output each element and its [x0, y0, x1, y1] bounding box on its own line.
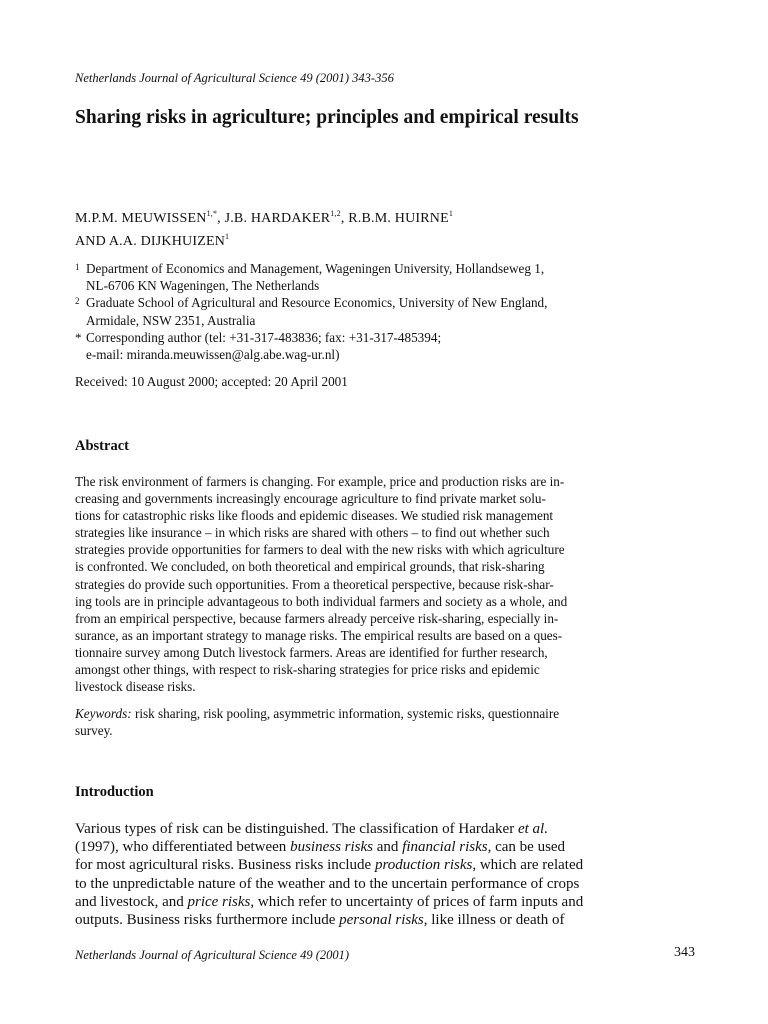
abstract-line: from an empirical perspective, because farmers already perceive risk-sharing, especially in- [75, 610, 559, 626]
running-footer: Netherlands Journal of Agricultural Science 49 (2001) [75, 948, 350, 962]
abstract-line: strategies like insurance – in which risks are shared with others – to find out whether such [75, 525, 550, 541]
abstract-line: ing tools are in principle advantageous to both individual farmers and society as a whole, and [75, 593, 568, 609]
intro-italic: price risks [187, 893, 251, 910]
affiliation-marker: 2 [75, 296, 80, 307]
affiliations [75, 260, 695, 363]
introduction-heading: Introduction [75, 784, 154, 800]
author-conjunction: AND [75, 234, 106, 249]
abstract-line: strategies do provide such opportunities. From a theoretical perspective, because risk-shar- [75, 576, 554, 592]
affiliation-line: Graduate School of Agricultural and Resource Economics, University of New England, [86, 295, 548, 311]
intro-line [75, 893, 695, 911]
intro-italic: personal risks [339, 912, 424, 929]
keywords-line: survey. [75, 723, 113, 739]
author-list [75, 205, 695, 251]
author-line-1: M.P.M. $MEUWISSEN^{1,*}$, J.B. HARDAKER$^{1,2}$, R.B.M. HUIRNE$^1$ [75, 209, 454, 226]
affiliation-line: NL-6706 KN Wageningen, The Netherlands [86, 278, 320, 294]
affiliation-line: Corresponding author (tel: +31-317-483836; fax: +31-317-485394; [86, 329, 442, 345]
page-number: 343 [674, 945, 695, 960]
author-name: M.P.M. MEUWISSEN [75, 211, 207, 226]
intro-line: to the unpredictable nature of the weather and to the uncertain performance of crops [75, 875, 580, 892]
abstract-heading: Abstract [75, 438, 129, 454]
abstract-line: tions for catastrophic risks like floods and epidemic diseases. We studied risk management [75, 508, 554, 524]
affiliation-2 [75, 294, 695, 328]
author-name: R.B.M. HUIRNE [348, 211, 449, 226]
intro-text: and livestock, and [75, 893, 188, 910]
intro-italic: financial risks [402, 839, 488, 856]
intro-text: for most agricultural risks. Business risks include [75, 857, 375, 874]
intro-text: outputs. Business risks furthermore include [75, 912, 340, 929]
intro-text: (1997), who differentiated between [75, 839, 291, 856]
corresponding-author [75, 329, 695, 363]
affiliation-line: Armidale, NSW 2351, Australia [86, 312, 256, 328]
keywords-text: risk sharing, risk pooling, asymmetric information, systemic risks, questionnaire [131, 706, 560, 721]
intro-text: , can be used [487, 839, 566, 856]
abstract-body [75, 473, 694, 695]
affiliation-marker: 1 [75, 262, 80, 272]
intro-text: Various types of risk can be distinguished. The classification of Hardaker [75, 821, 518, 837]
received-dates: Received: 10 August 2000; accepted: 20 April 2001 [75, 374, 348, 389]
paper-title: Sharing risks in agriculture; principles and empirical results [75, 107, 579, 128]
keywords-label: Keywords: [75, 706, 132, 721]
abstract-line: amongst other things, with respect to risk-sharing strategies for price risks and epidemic [75, 662, 540, 678]
abstract-line: creasing and governments increasingly encourage agriculture to find private market solu- [75, 491, 546, 507]
affiliation-line: Department of Economics and Management, Wageningen University, Hollandseweg 1, [86, 261, 545, 276]
intro-line [75, 911, 695, 929]
abstract-line: livestock disease risks. [75, 679, 196, 695]
intro-text: , like illness or death of [423, 912, 565, 929]
abstract-line: surance, as an important strategy to manage risks. The empirical results are based on a ques- [75, 627, 563, 643]
author-name: A.A. DIJKHUIZEN [108, 234, 226, 249]
keywords [75, 705, 694, 739]
intro-text: , which refer to uncertainty of prices of farm inputs and [250, 893, 584, 910]
affiliation-1 [75, 260, 695, 294]
intro-italic: production risks [374, 857, 473, 874]
author-sup: 1,2 [330, 209, 341, 218]
intro-text: , which are related [472, 857, 584, 874]
affiliation-line: e-mail: miranda.meuwissen@alg.abe.wag-ur.nl) [86, 347, 340, 363]
affiliation-marker: * [75, 329, 82, 345]
abstract-line: tionnaire survey among Dutch livestock farmers. Areas are identified for further research, [75, 644, 548, 660]
running-header: Netherlands Journal of Agricultural Science 49 (2001) 343-356 [75, 71, 394, 85]
intro-line [75, 838, 695, 856]
intro-line [75, 820, 695, 838]
author-sup: 1,* [206, 209, 218, 218]
author-sup: 1 [225, 232, 230, 241]
intro-italic: business risks [290, 839, 373, 856]
intro-italic: et al. [517, 821, 548, 837]
abstract-line: The risk environment of farmers is changing. For example, price and production risks are in- [75, 474, 565, 489]
keywords-line [75, 705, 694, 722]
introduction-body [75, 820, 695, 929]
abstract-line: strategies provide opportunities for farmers to deal with the new risks with which agriculture [75, 542, 565, 558]
abstract-line: is confronted. We concluded, on both theoretical and empirical grounds, that risk-sharing [75, 559, 545, 575]
author-sup: 1 [448, 209, 454, 218]
author-name: J.B. HARDAKER [224, 211, 331, 226]
intro-line [75, 856, 695, 874]
author-line-2 [75, 228, 695, 251]
intro-text: and [373, 839, 403, 856]
